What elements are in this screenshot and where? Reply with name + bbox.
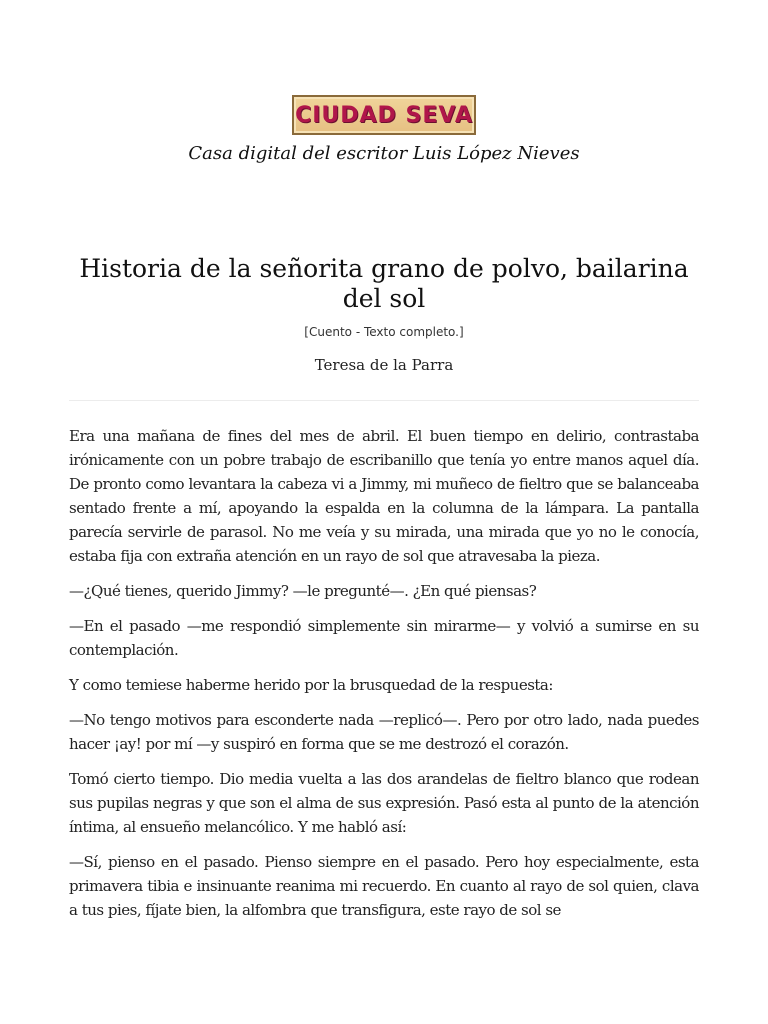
logo-container — [0, 95, 768, 135]
paragraph: Y como temiese haberme herido por la brusquedad de la respuesta: — [69, 676, 553, 694]
paragraph: Era una mañana de fines del mes de abril. El buen tiempo en delirio, contrastaba irónicamente con un pobre trabajo de escribanillo que tenía yo entre manos aquel día. De pronto como levantara la cabeza vi a Jimmy, mi muñeco de fieltro que se balanceaba sentado frente a mí, apoyando la espalda en la columna de la lámpara. La pantalla parecía servirle de parasol. No me veía y su mirada, una mirada que yo no le conocía, estaba fija con extraña atención en un rayo de sol que atravesaba la pieza. — [69, 427, 699, 565]
paragraph: —¿Qué tienes, querido Jimmy? —le pregunté—. ¿En qué piensas? — [69, 582, 537, 600]
story-subtitle: [Cuento - Texto completo.] — [304, 325, 464, 339]
site-logo[interactable]: CIUDAD SEVA — [292, 95, 476, 135]
paragraph: —No tengo motivos para esconderte nada —replicó—. Pero por otro lado, nada puedes hacer ¡ay! por mí —y suspiró en forma que se me destrozó el corazón. — [69, 711, 699, 753]
story-body — [69, 424, 699, 933]
story-title: Historia de la señorita grano de polvo, bailarina del sol — [79, 254, 689, 313]
site-tagline: Casa digital del escritor Luis López Nieves — [188, 143, 580, 164]
paragraph: —En el pasado —me respondió simplemente sin mirarme— y volvió a sumirse en su contemplación. — [69, 617, 699, 659]
story-author: Teresa de la Parra — [314, 356, 454, 374]
paragraph: —Sí, pienso en el pasado. Pienso siempre en el pasado. Pero hoy especialmente, esta primavera tibia e insinuante reanima mi recuerdo. En cuanto al rayo de sol quien, clava a tus pies, fíjate bien, la alfombra que transfigura, este rayo de sol se — [69, 853, 699, 919]
paragraph: Tomó cierto tiempo. Dio media vuelta a las dos arandelas de fieltro blanco que rodean sus pupilas negras y que son el alma de sus expresión. Pasó esta al punto de la atención íntima, al ensueño melancólico. Y me habló así: — [69, 770, 699, 836]
divider — [69, 400, 699, 401]
